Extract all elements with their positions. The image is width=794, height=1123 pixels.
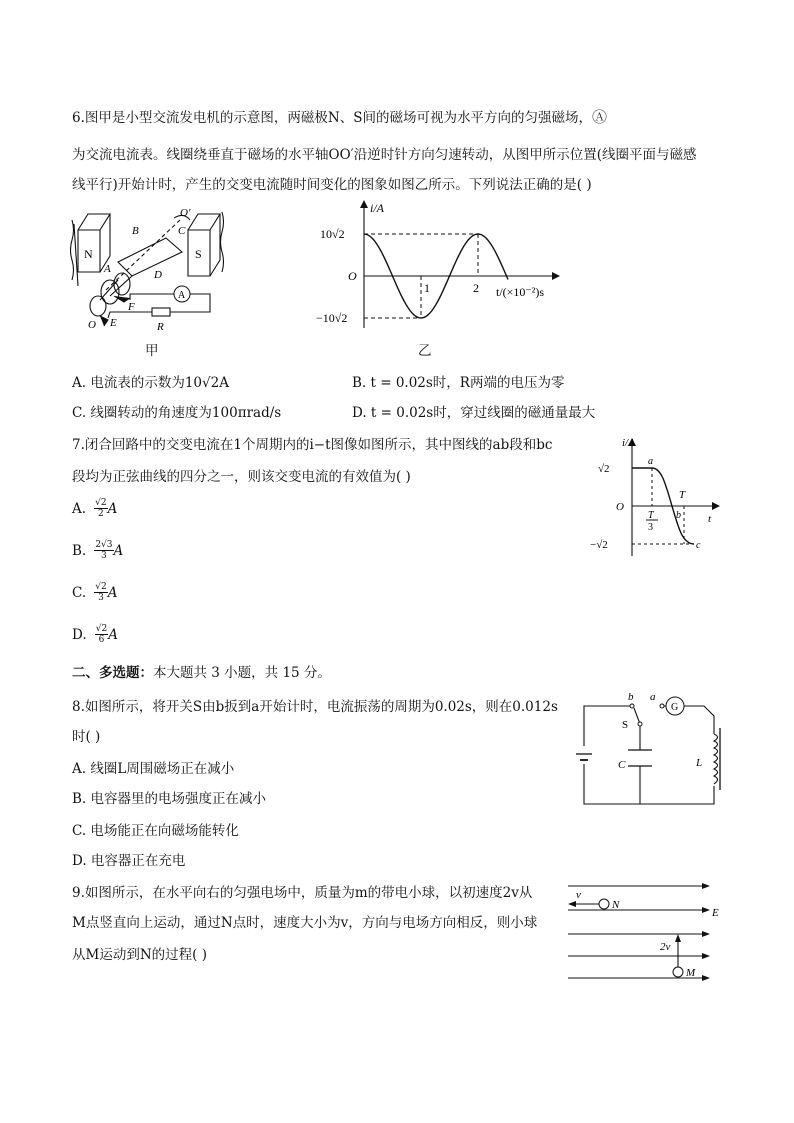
q9-line2: M点竖直向上运动，通过N点时，速度大小为v，方向与电场方向相反，则小球 xyxy=(72,915,538,931)
section2-prefix: 二、多选题： xyxy=(72,665,153,681)
q7-pt-b: b xyxy=(676,510,681,521)
yi-origin: O xyxy=(348,269,357,283)
field-lines xyxy=(568,886,704,978)
label-b: B xyxy=(132,225,139,237)
caption-yi: 乙 xyxy=(418,343,432,359)
q8-line1: 8.如图所示，将开关S由b扳到a开始计时，电流振荡的周期为0.02s，则在0.012s xyxy=(72,699,558,715)
ammeter-label: A xyxy=(178,290,186,301)
label-c: C xyxy=(178,225,186,237)
section2-rest: 本大题共 3 小题，共 15 分。 xyxy=(153,665,331,681)
q6-option-a[interactable]: A. 电流表的示数为10√2A xyxy=(72,375,229,391)
q8-label-b: b xyxy=(628,691,634,703)
q7-x-arrow xyxy=(712,502,720,510)
q8-option-b[interactable]: B. 电容器里的电场强度正在减小 xyxy=(72,791,267,807)
yi-ylabel: i/A xyxy=(370,201,384,215)
yi-tick-1: 1 xyxy=(424,281,430,295)
q7-period: T xyxy=(679,489,686,501)
q7-option-d-letter: D. xyxy=(72,627,87,643)
q6-line3: 线平行)开始计时，产生的交变电流随时间变化的图象如图乙所示。下列说法正确的是( ) xyxy=(72,177,592,193)
q9-line3: 从M运动到N的过程( ) xyxy=(72,947,207,963)
q9-label-e: E xyxy=(712,907,719,919)
q7-third-num: T xyxy=(648,510,654,521)
q7-option-a-fraction xyxy=(94,498,107,519)
q7-option-a[interactable] xyxy=(72,498,117,519)
q7-option-b-fraction xyxy=(94,540,113,561)
q7-option-a-letter: A. xyxy=(72,501,87,517)
q7-option-b-letter: B. xyxy=(72,543,87,559)
q7-a-unit: A xyxy=(107,501,118,517)
q7-option-b[interactable] xyxy=(72,540,123,561)
q7-c-den: 3 xyxy=(98,593,104,603)
ammeter-symbol: Ⓐ xyxy=(591,108,607,126)
q6-line2: 为交流电流表。线圈绕垂直于磁场的水平轴OO′沿逆时针方向匀速转动，从图甲所示位置(线圈平面与磁感 xyxy=(72,147,697,163)
yi-xlabel: t/(×10⁻²)s xyxy=(496,285,545,299)
q7-line2: 段均为正弦曲线的四分之一，则该交变电流的有效值为( ) xyxy=(72,469,411,485)
q6-line1-text: 6.图甲是小型交流发电机的示意图，两磁极N、S间的磁场可视为水平方向的匀强磁场， xyxy=(72,110,592,126)
q8-label-a: a xyxy=(650,691,656,703)
ball-m xyxy=(673,967,683,977)
galvanometer-label: G xyxy=(671,702,679,713)
q7-option-d[interactable] xyxy=(72,624,118,645)
q6-option-d[interactable]: D. t = 0.02s时，穿过线圈的磁通量最大 xyxy=(352,405,596,421)
yi-tick-2: 2 xyxy=(473,281,479,295)
q7-d-unit: A xyxy=(108,627,118,643)
x-axis-arrow xyxy=(552,272,560,280)
q9-label-2v: 2v xyxy=(660,941,671,953)
q7-c-unit: A xyxy=(107,585,118,601)
pole-s-label: S xyxy=(195,247,202,261)
q7-option-d-fraction xyxy=(95,624,108,645)
q7-d-num: √2 xyxy=(95,624,108,634)
label-f: F xyxy=(128,301,135,313)
q8-option-c[interactable]: C. 电场能正在向磁场能转化 xyxy=(72,823,239,839)
q6-option-c[interactable]: C. 线圈转动的角速度为100πrad/s xyxy=(72,405,282,421)
q9-line1: 9.如图所示，在水平向右的匀强电场中，质量为m的带电小球，以初速度2v从 xyxy=(72,885,533,901)
label-e: E xyxy=(110,317,117,329)
yi-tick-top: 10√2 xyxy=(320,227,345,241)
figure-yi xyxy=(310,196,570,336)
q7-origin: O xyxy=(616,501,624,513)
q7-graph xyxy=(586,434,726,560)
brush-e xyxy=(100,316,108,326)
q6-line1 xyxy=(72,108,607,127)
q9-field xyxy=(566,876,726,986)
yi-tick-bottom: −10√2 xyxy=(316,311,348,325)
q7-line1: 7.闭合回路中的交变电流在1个周期内的i−t图像如图所示，其中图线的ab段和bc xyxy=(72,437,553,453)
contact-a xyxy=(660,704,664,708)
caption-jia: 甲 xyxy=(145,343,159,359)
slip-rings xyxy=(90,273,130,316)
q7-third-den: 3 xyxy=(648,522,653,533)
switch-pivot xyxy=(638,722,642,726)
q8-circuit xyxy=(574,690,724,810)
label-a: A xyxy=(104,263,111,275)
q6-option-b[interactable]: B. t = 0.02s时，R两端的电压为零 xyxy=(352,375,565,391)
label-d: D xyxy=(154,269,162,281)
coil xyxy=(100,220,182,300)
ball-n xyxy=(599,899,609,909)
q9-label-m: M xyxy=(686,967,696,979)
inductor-coil xyxy=(714,734,718,784)
q7-tick-bottom: −√2 xyxy=(590,539,608,551)
q8-label-c: C xyxy=(618,759,626,771)
q7-d-den: 6 xyxy=(98,635,105,645)
contact-b xyxy=(630,704,634,708)
velocity-v-arrowhead xyxy=(568,901,576,907)
q7-option-c-letter: C. xyxy=(72,585,87,601)
label-o: O xyxy=(88,319,96,331)
q8-option-a[interactable]: A. 线圈L周围磁场正在减小 xyxy=(72,761,235,777)
q7-option-c[interactable] xyxy=(72,582,117,603)
q8-label-l: L xyxy=(696,757,703,769)
switch-blade xyxy=(634,708,640,724)
section2-header xyxy=(72,664,331,682)
y-axis-arrow xyxy=(360,200,368,208)
q9-label-n: N xyxy=(612,899,620,911)
q8-option-d[interactable]: D. 电容器正在充电 xyxy=(72,853,186,869)
q7-pt-a: a xyxy=(648,456,653,467)
q7-a-den: 2 xyxy=(98,509,104,519)
q7-b-den: 3 xyxy=(101,551,107,561)
field-arrowheads xyxy=(702,883,710,981)
q7-xlabel: t xyxy=(708,513,712,525)
q7-ylabel: i/A xyxy=(622,437,635,449)
magnet-s xyxy=(188,212,224,276)
q7-b-unit: A xyxy=(113,543,124,559)
q7-c-num: √2 xyxy=(95,582,107,592)
pole-n-label: N xyxy=(84,247,93,261)
label-o-prime: O′ xyxy=(180,207,191,219)
velocity-2v-arrowhead xyxy=(675,934,681,942)
q7-pt-c: c xyxy=(696,540,701,551)
q7-tick-top: √2 xyxy=(598,463,610,475)
q7-b-num: 2√3 xyxy=(95,540,113,550)
q8-label-s: S xyxy=(622,719,629,731)
q9-label-v: v xyxy=(576,889,581,901)
q7-option-c-fraction xyxy=(94,582,107,603)
q8-line2: 时( ) xyxy=(72,729,101,745)
q7-a-num: √2 xyxy=(95,498,107,508)
label-r: R xyxy=(157,321,164,333)
q8-wires xyxy=(584,706,714,804)
